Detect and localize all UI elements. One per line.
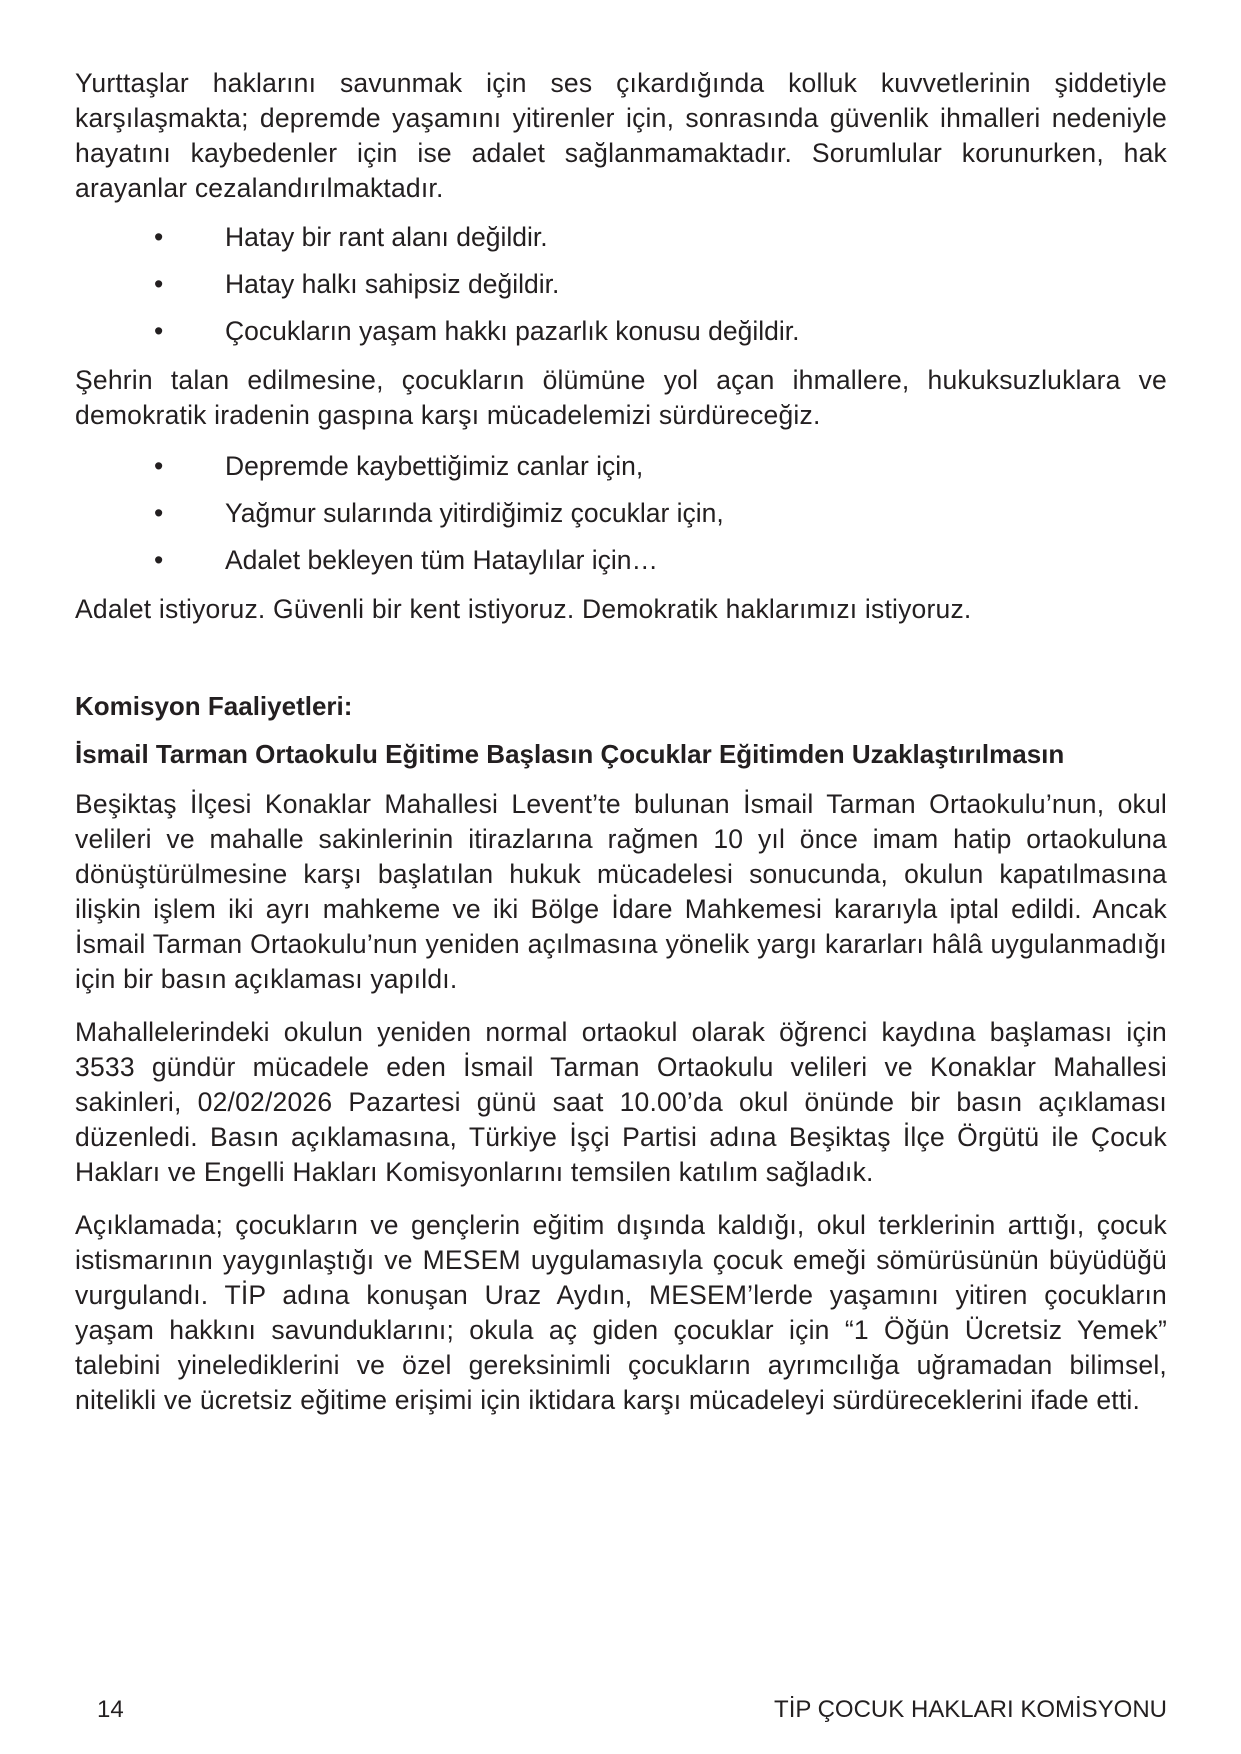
bullet-icon: •	[154, 498, 164, 528]
list-item	[75, 543, 1167, 578]
list-item-text: Depremde kaybettiğimiz canlar için,	[225, 451, 644, 481]
list-item	[75, 496, 1167, 531]
article-paragraph: Açıklamada; çocukların ve gençlerin eğitim dışında kaldığı, okul terklerinin arttığı, çocuk istismarının yaygınlaştığı ve MESEM uygulamasıyla çocuk emeği sömürüsünün büyüdüğü vurgulandı. TİP adına konuşan Uraz Aydın, MESEM’lerde yaşamını yitiren çocukların yaşam hakkını savunduklarını; okula aç giden çocuklar için “1 Öğün Ücretsiz Yemek” talebini yinelediklerini ve özel gereksinimli çocukların ayrımcılığa uğramadan bilimsel, nitelikli ve ücretsiz eğitime erişimi için iktidara karşı mücadeleyi sürdüreceklerini ifade etti.	[75, 1210, 1167, 1415]
section-heading: Komisyon Faaliyetleri:	[75, 691, 353, 721]
bullet-icon: •	[154, 545, 164, 575]
article-paragraph: Beşiktaş İlçesi Konaklar Mahallesi Levent’te bulunan İsmail Tarman Ortaokulu’nun, okul velileri ve mahalle sakinlerinin itirazlarına rağmen 10 yıl önce imam hatip ortaokuluna dönüştürülmesine karşı başlatılan hukuk mücadelesi sonucunda, okulun kapatılmasına ilişkin işlem iki ayrı mahkeme ve iki Bölge İdare Mahkemesi kararıyla iptal edildi. Ancak İsmail Tarman Ortaokulu’nun yeniden açılmasına yönelik yargı kararları hâlâ uygulanmadığı için bir basın açıklaması yapıldı.	[75, 789, 1167, 994]
intro-paragraph: Yurttaşlar haklarını savunmak için ses çıkardığında kolluk kuvvetlerinin şiddetiyle karşılaşmakta; depremde yaşamını yitirenler için, sonrasında güvenlik ihmalleri nedeniyle hayatını kaybedenler için ise adalet sağlanmamaktadır. Sorumlular korunurken, hak arayanlar cezalandırılmaktadır.	[75, 68, 1167, 203]
bullet-icon: •	[154, 269, 164, 299]
article-paragraph: Mahallelerindeki okulun yeniden normal ortaokul olarak öğrenci kaydına başlaması için 3533 gündür mücadele eden İsmail Tarman Ortaokulu velileri ve Konaklar Mahallesi sakinleri, 02/02/2026 Pazartesi günü saat 10.00’da okul önünde bir basın açıklaması düzenledi. Basın açıklamasına, Türkiye İşçi Partisi adına Beşiktaş İlçe Örgütü ile Çocuk Hakları ve Engelli Hakları Komisyonlarını temsilen katılım sağladık.	[75, 1017, 1167, 1187]
list-item-text: Adalet bekleyen tüm Hataylılar için…	[225, 545, 659, 575]
article-title: İsmail Tarman Ortaokulu Eğitime Başlasın Çocuklar Eğitimden Uzaklaştırılmasın	[75, 739, 1065, 769]
bullet-icon: •	[154, 222, 164, 252]
page-number: 14	[97, 1696, 124, 1723]
list-item-text: Yağmur sularında yitirdiğimiz çocuklar için,	[225, 498, 724, 528]
list-item-text: Hatay bir rant alanı değildir.	[225, 222, 548, 252]
middle-paragraph: Şehrin talan edilmesine, çocukların ölümüne yol açan ihmallere, hukuksuzluklara ve demokratik iradenin gaspına karşı mücadelemizi sürdüreceğiz.	[75, 365, 1167, 430]
list-item	[75, 449, 1167, 484]
closing-paragraph: Adalet istiyoruz. Güvenli bir kent istiyoruz. Demokratik haklarımızı istiyoruz.	[75, 594, 972, 624]
document-page	[75, 66, 1167, 1418]
dedication-list	[75, 449, 1167, 578]
page-footer	[97, 1695, 1167, 1725]
list-item	[75, 267, 1167, 302]
list-item-text: Hatay halkı sahipsiz değildir.	[225, 269, 560, 299]
bullet-icon: •	[154, 451, 164, 481]
list-item-text: Çocukların yaşam hakkı pazarlık konusu değildir.	[225, 316, 800, 346]
bullet-icon: •	[154, 316, 164, 346]
publication-title: TİP ÇOCUK HAKLARI KOMİSYONU	[774, 1696, 1167, 1723]
list-item	[75, 220, 1167, 255]
hatay-statements-list	[75, 220, 1167, 349]
list-item	[75, 314, 1167, 349]
